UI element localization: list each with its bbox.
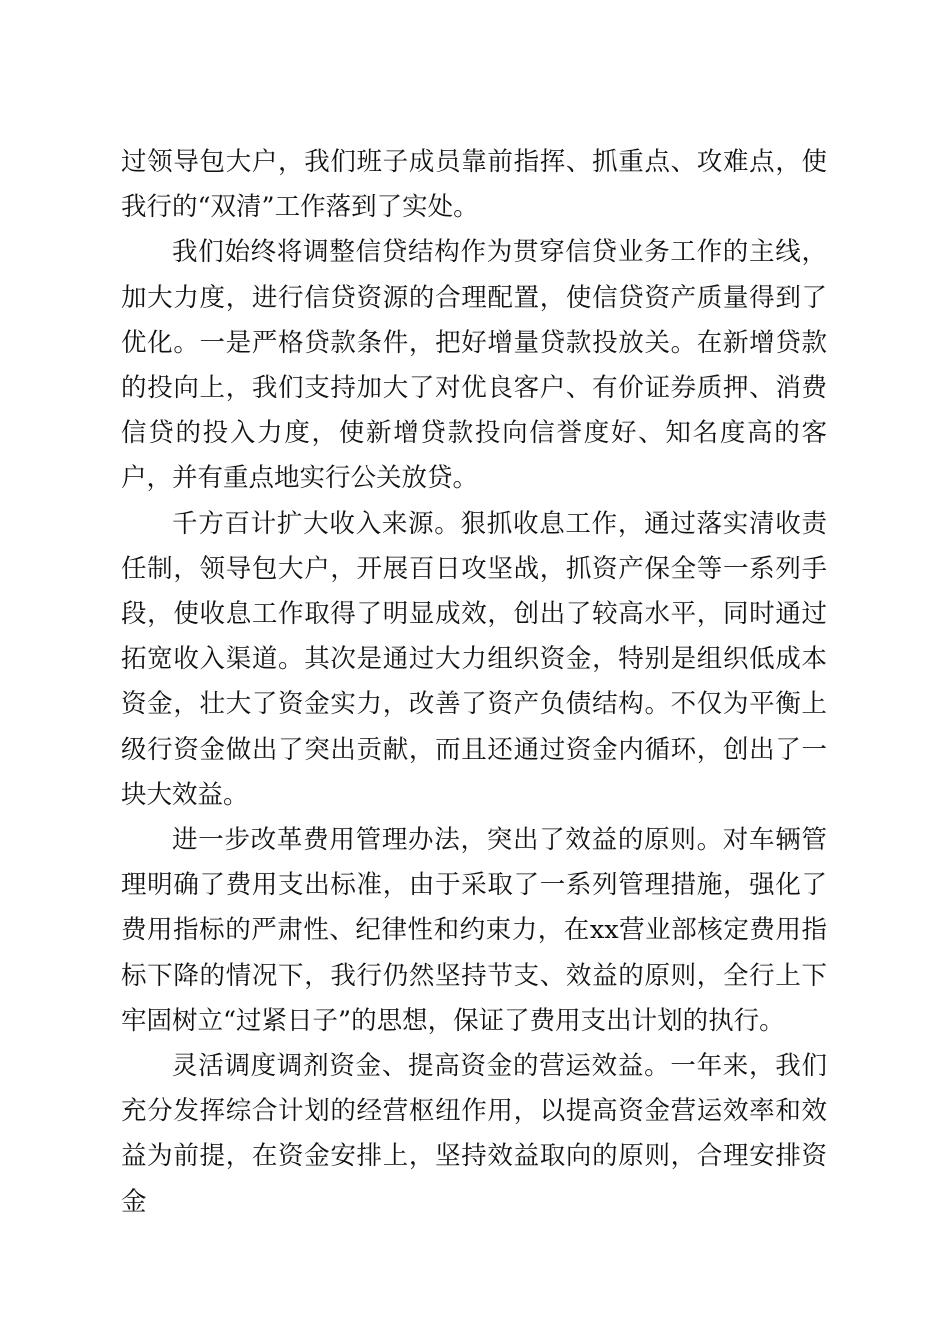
paragraph-continued: 过领导包大户，我们班子成员靠前指挥、抓重点、攻难点，使我行的“双清”工作落到了实处。: [121, 147, 827, 223]
paragraph-income-sources: 千方百计扩大收入来源。狠抓收息工作，通过落实清收责任制，领导包大户，开展百日攻坚战，抓资产保全等一系列手段，使收息工作取得了明显成效，创出了较高水平，同时通过拓宽收入渠道。其次是通过大力组织资金，特别是组织低成本资金，壮大了资金实力，改善了资产负债结构。不仅为平衡上级行资金做出了突出贡献，而且还通过资金内循环，创出了一块大效益。: [121, 508, 827, 810]
paragraph-fund-allocation: 灵活调度调剂资金、提高资金的营运效益。一年来，我们充分发挥综合计划的经营枢纽作用，以提高资金营运效率和效益为前提，在资金安排上，坚持效益取向的原则，合理安排资金: [121, 1051, 827, 1217]
paragraph-credit-structure: 我们始终将调整信贷结构作为贯穿信贷业务工作的主线，加大力度，进行信贷资源的合理配置，使信贷资产质量得到了优化。一是严格贷款条件，把好增量贷款投放关。在新增贷款的投向上，我们支持加大了对优良客户、有价证券质押、消费信贷的投入力度，使新增贷款投向信誉度好、知名度高的客户，并有重点地实行公关放贷。: [121, 237, 827, 494]
paragraph-expense-management: 进一步改革费用管理办法，突出了效益的原则。对车辆管理明确了费用支出标准，由于采取了一系列管理措施，强化了费用指标的严肃性、纪律性和约束力，在xx营业部核定费用指标下降的情况下，我行仍然坚持节支、效益的原则，全行上下牢固树立“过紧日子”的思想，保证了费用支出计划的执行。: [121, 825, 827, 1036]
document-body: [121, 140, 827, 1225]
